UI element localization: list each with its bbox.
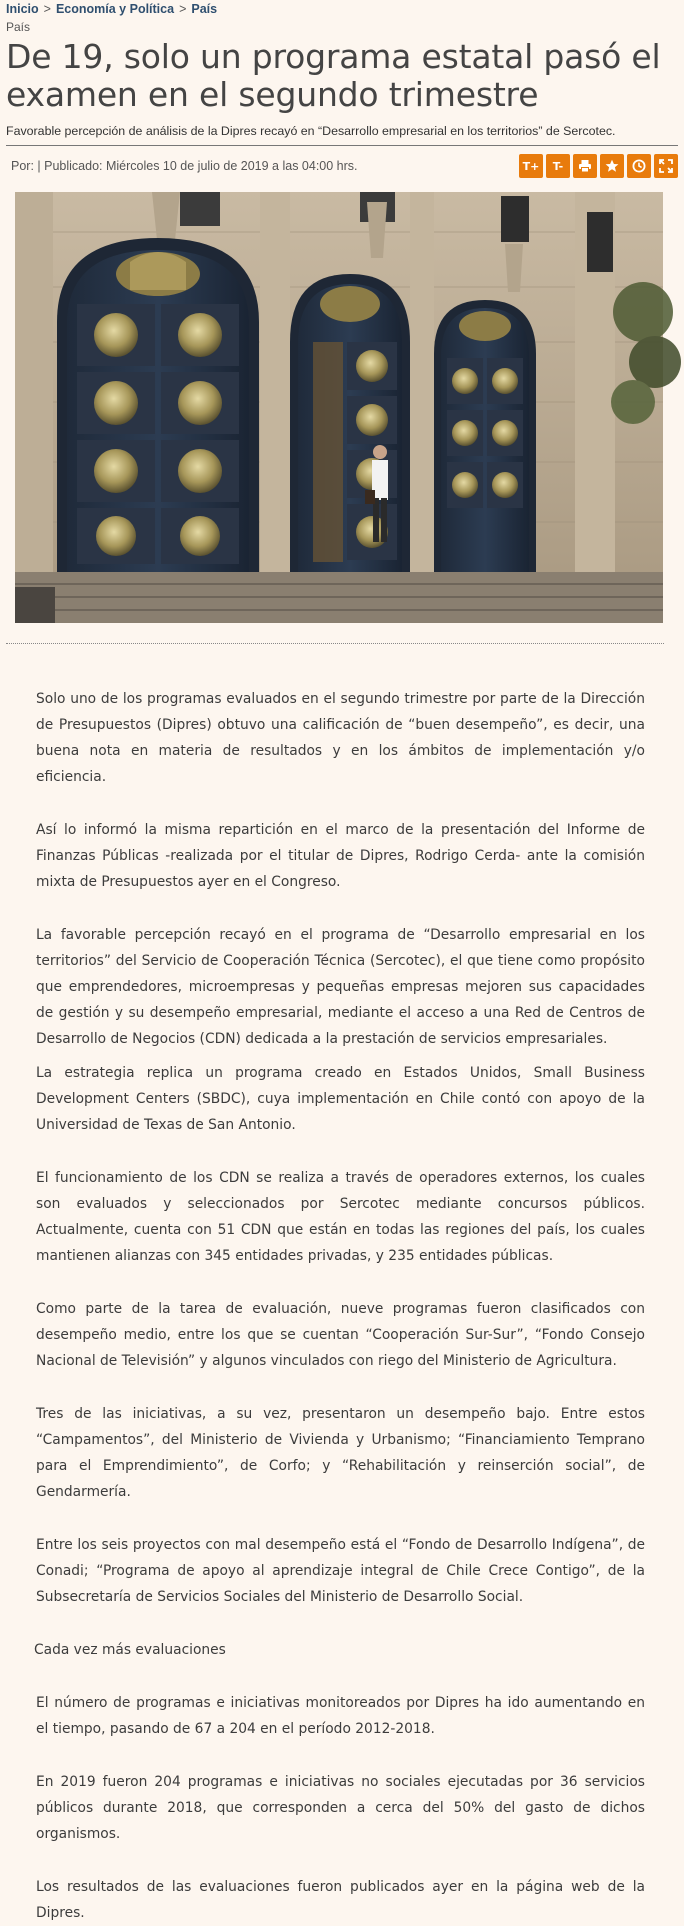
breadcrumb-pais[interactable]: País	[191, 2, 218, 16]
fullscreen-button[interactable]	[654, 154, 678, 178]
breadcrumb-economia[interactable]: Economía y Política	[55, 2, 175, 16]
breadcrumb-inicio[interactable]: Inicio	[6, 2, 39, 16]
favorite-button[interactable]	[600, 154, 624, 178]
article-photo	[15, 192, 663, 623]
font-increase-button[interactable]: T+	[519, 154, 543, 178]
paragraph: Solo uno de los programas evaluados en el segundo trimestre por parte de la Dirección de Presupuestos (Dipres) obtuvo una calificación de “buen desempeño”, es decir, una buena nota en materia de resultados y en los ámbitos de implementación y/o eficiencia.	[36, 691, 645, 785]
fullscreen-icon	[659, 159, 673, 173]
star-icon	[605, 159, 619, 173]
paragraph: La favorable percepción recayó en el programa de “Desarrollo empresarial en los territorios” del Servicio de Cooperación Técnica (Sercotec), el que tiene como propósito que emprendedores, microempresas y pequeñas empresas mejoren sus capacidades de gestión y su desempeño empresarial, mediante el acceso a una Red de Centros de Desarrollo de Negocios (CDN) dedicada a la prestación de servicios empresariales.	[36, 927, 645, 1047]
breadcrumb	[6, 0, 684, 18]
clock-icon	[632, 159, 646, 173]
article-body	[36, 686, 645, 1926]
paragraph: Tres de las iniciativas, a su vez, presentaron un desempeño bajo. Entre estos “Campamentos”, del Ministerio de Vivienda y Urbanismo; “Financiamiento Temprano para el Emprendimiento”, de Corfo; y “Rehabilitación y reinserción social”, de Gendarmería.	[36, 1406, 645, 1500]
article-title: De 19, solo un programa estatal pasó el examen en el segundo trimestre	[6, 37, 661, 114]
paragraph: El número de programas e iniciativas monitoreados por Dipres ha ido aumentando en el tiempo, pasando de 67 a 204 en el período 2012-2018.	[36, 1695, 645, 1737]
history-button[interactable]	[627, 154, 651, 178]
paragraph: El funcionamiento de los CDN se realiza a través de operadores externos, los cuales son evaluados y seleccionados por Sercotec mediante concursos públicos. Actualmente, cuenta con 51 CDN que están en todas las regiones del país, los cuales mantienen alianzas con 345 entidades privadas, y 235 entidades públicas.	[36, 1170, 645, 1264]
paragraph: En 2019 fueron 204 programas e iniciativas no sociales ejecutadas por 36 servicios públicos durante 2018, que corresponden a cerca del 50% del gasto de dichos organismos.	[36, 1774, 645, 1842]
paragraph: Entre los seis proyectos con mal desempeño está el “Fondo de Desarrollo Indígena”, de Conadi; “Programa de apoyo al aprendizaje integral de Chile Crece Contigo”, de la Subsecretaría de Servicios Sociales del Ministerio de Desarrollo Social.	[36, 1537, 645, 1605]
print-button[interactable]	[573, 154, 597, 178]
section-label: País	[6, 20, 31, 34]
breadcrumb-separator: >	[43, 2, 51, 16]
paragraph: Así lo informó la misma repartición en el marco de la presentación del Informe de Finanzas Públicas -realizada por el titular de Dipres, Rodrigo Cerda- ante la comisión mixta de Presupuestos ayer en el Congreso.	[36, 822, 645, 890]
breadcrumb-separator: >	[179, 2, 187, 16]
font-decrease-button[interactable]: T-	[546, 154, 570, 178]
building-facade-image	[15, 192, 663, 623]
paragraph: Como parte de la tarea de evaluación, nueve programas fueron clasificados con desempeño medio, entre los que se cuentan “Cooperación Sur-Sur”, “Fondo Consejo Nacional de Televisión” y algunos vinculados con riego del Ministerio de Agricultura.	[36, 1301, 645, 1369]
paragraph: Los resultados de las evaluaciones fueron publicados ayer en la página web de la Dipres.	[36, 1879, 645, 1921]
meta-row	[6, 146, 684, 186]
subheading: Cada vez más evaluaciones	[34, 1642, 226, 1658]
print-icon	[578, 159, 592, 173]
article-subtitle: Favorable percepción de análisis de la Dipres recayó en “Desarrollo empresarial en los territorios” de Sercotec.	[6, 124, 616, 138]
page	[6, 0, 684, 644]
article-tools	[519, 154, 678, 178]
dotted-divider	[6, 643, 664, 644]
paragraph: La estrategia replica un programa creado en Estados Unidos, Small Business Development Centers (SBDC), cuya implementación en Chile contó con apoyo de la Universidad de Texas de San Antonio.	[36, 1065, 645, 1133]
publish-meta: Por: | Publicado: Miércoles 10 de julio de 2019 a las 04:00 hrs.	[11, 159, 358, 173]
